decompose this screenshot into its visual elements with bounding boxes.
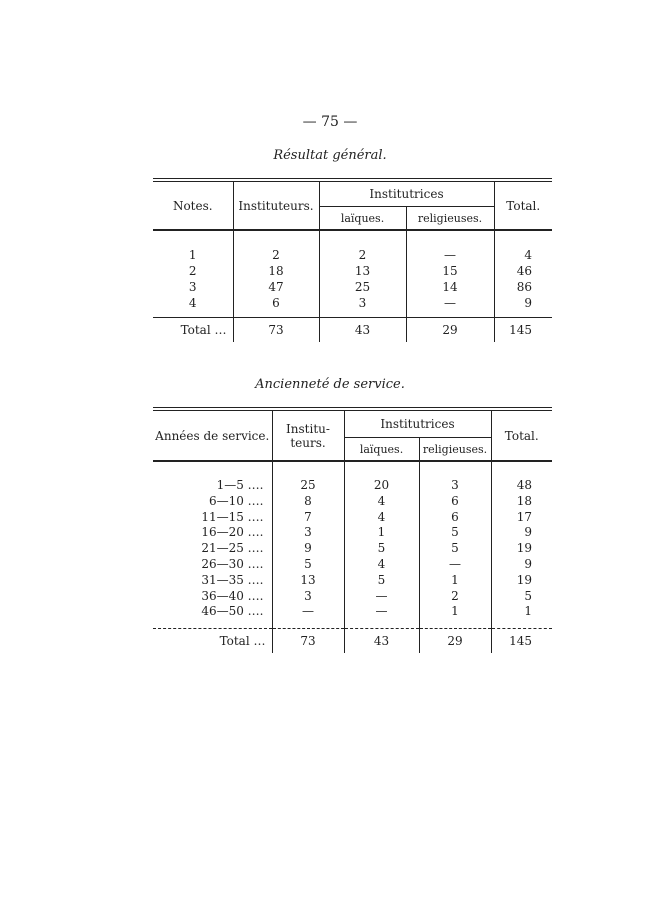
cell: 3 <box>272 525 344 541</box>
cell: 9 <box>524 296 532 310</box>
cell: 145 <box>494 318 552 343</box>
cell: 21—25 …. <box>153 541 272 557</box>
cell: 1 <box>419 573 491 589</box>
cell: 6—10 …. <box>153 494 272 510</box>
cell: 4 <box>524 248 532 262</box>
cell: 25 <box>319 279 406 295</box>
cell: — <box>272 604 344 620</box>
cell: 18 <box>233 263 319 279</box>
cell: 4 <box>344 494 419 510</box>
total-row <box>153 629 552 654</box>
cell: 3 <box>319 295 406 311</box>
cell: 145 <box>491 629 552 654</box>
header-institutrices: Institutrices <box>344 409 491 438</box>
cell: 17 <box>516 509 532 524</box>
cell: 9 <box>272 541 344 557</box>
header-instituteurs: Instituteurs. <box>233 180 319 230</box>
cell: 5 <box>419 525 491 541</box>
total-label: Total … <box>153 318 233 343</box>
table-row <box>153 478 552 494</box>
cell: 19 <box>516 572 532 587</box>
table-row <box>153 295 552 311</box>
cell: 5 <box>524 588 532 603</box>
cell: 6 <box>233 295 319 311</box>
table-row <box>153 510 552 526</box>
header-religieuses: religieuses. <box>419 438 491 462</box>
table-row <box>153 525 552 541</box>
cell: 47 <box>233 279 319 295</box>
total-row <box>153 318 552 343</box>
cell: 46 <box>516 264 532 278</box>
cell: 19 <box>516 541 532 556</box>
table-row <box>153 279 552 295</box>
cell: 2 <box>419 589 491 605</box>
table-row <box>153 494 552 510</box>
cell: 4 <box>344 510 419 526</box>
seniority-table <box>153 407 552 653</box>
table-row <box>153 263 552 279</box>
header-instituteurs <box>272 409 344 461</box>
header-laiques: laïques. <box>319 207 406 231</box>
header-notes: Notes. <box>153 180 233 230</box>
cell: 2 <box>233 247 319 263</box>
cell: 8 <box>272 494 344 510</box>
cell: 25 <box>272 478 344 494</box>
cell: 4 <box>153 295 233 311</box>
cell: 43 <box>319 318 406 343</box>
cell: 73 <box>233 318 319 343</box>
header-total: Total. <box>491 409 552 461</box>
cell: 86 <box>516 280 532 294</box>
cell: 73 <box>272 629 344 654</box>
cell: 2 <box>153 263 233 279</box>
cell: 9 <box>524 525 532 540</box>
table1-title: Résultat général. <box>273 148 387 163</box>
cell: 11—15 …. <box>153 510 272 526</box>
header-instituteurs-line2: teurs. <box>290 435 326 450</box>
page-number: — 75 — <box>302 114 358 130</box>
cell: 48 <box>516 478 532 492</box>
cell: 36—40 …. <box>153 589 272 605</box>
cell: 46—50 …. <box>153 604 272 620</box>
cell: 15 <box>406 263 494 279</box>
cell: 2 <box>319 247 406 263</box>
cell: 1 <box>419 604 491 620</box>
cell: — <box>344 604 419 620</box>
cell: — <box>406 295 494 311</box>
cell: 3 <box>153 279 233 295</box>
cell: 5 <box>419 541 491 557</box>
cell: 3 <box>272 589 344 605</box>
cell: 18 <box>516 493 532 508</box>
header-total: Total. <box>494 180 552 230</box>
cell: 14 <box>406 279 494 295</box>
cell: 4 <box>344 557 419 573</box>
total-label: Total … <box>153 629 272 654</box>
cell: 31—35 …. <box>153 573 272 589</box>
header-instituteurs-line1: Institu- <box>286 421 330 436</box>
cell: 29 <box>406 318 494 343</box>
cell: 16—20 …. <box>153 525 272 541</box>
header-institutrices: Institutrices <box>319 180 494 207</box>
cell: 43 <box>344 629 419 654</box>
cell: 1 <box>524 604 532 619</box>
cell: 13 <box>272 573 344 589</box>
cell: 29 <box>419 629 491 654</box>
cell: 20 <box>344 478 419 494</box>
table-row <box>153 541 552 557</box>
header-annees: Années de service. <box>153 409 272 461</box>
results-table <box>153 178 552 342</box>
cell: 7 <box>272 510 344 526</box>
table-row <box>153 589 552 605</box>
cell: 1 <box>153 247 233 263</box>
header-religieuses: religieuses. <box>406 207 494 231</box>
cell: 13 <box>319 263 406 279</box>
cell: — <box>344 589 419 605</box>
cell: — <box>406 247 494 263</box>
cell: 1—5 …. <box>153 478 272 494</box>
table-row <box>153 557 552 573</box>
cell: 1 <box>344 525 419 541</box>
cell: 6 <box>419 510 491 526</box>
table-row <box>153 604 552 620</box>
cell: 5 <box>344 573 419 589</box>
cell: 9 <box>524 556 532 571</box>
table2-title: Ancienneté de service. <box>255 377 405 392</box>
header-laiques: laïques. <box>344 438 419 462</box>
table-row <box>153 573 552 589</box>
cell: 6 <box>419 494 491 510</box>
cell: 5 <box>344 541 419 557</box>
table-row <box>153 247 552 263</box>
cell: 26—30 …. <box>153 557 272 573</box>
cell: 5 <box>272 557 344 573</box>
cell: — <box>419 557 491 573</box>
cell: 3 <box>419 478 491 494</box>
